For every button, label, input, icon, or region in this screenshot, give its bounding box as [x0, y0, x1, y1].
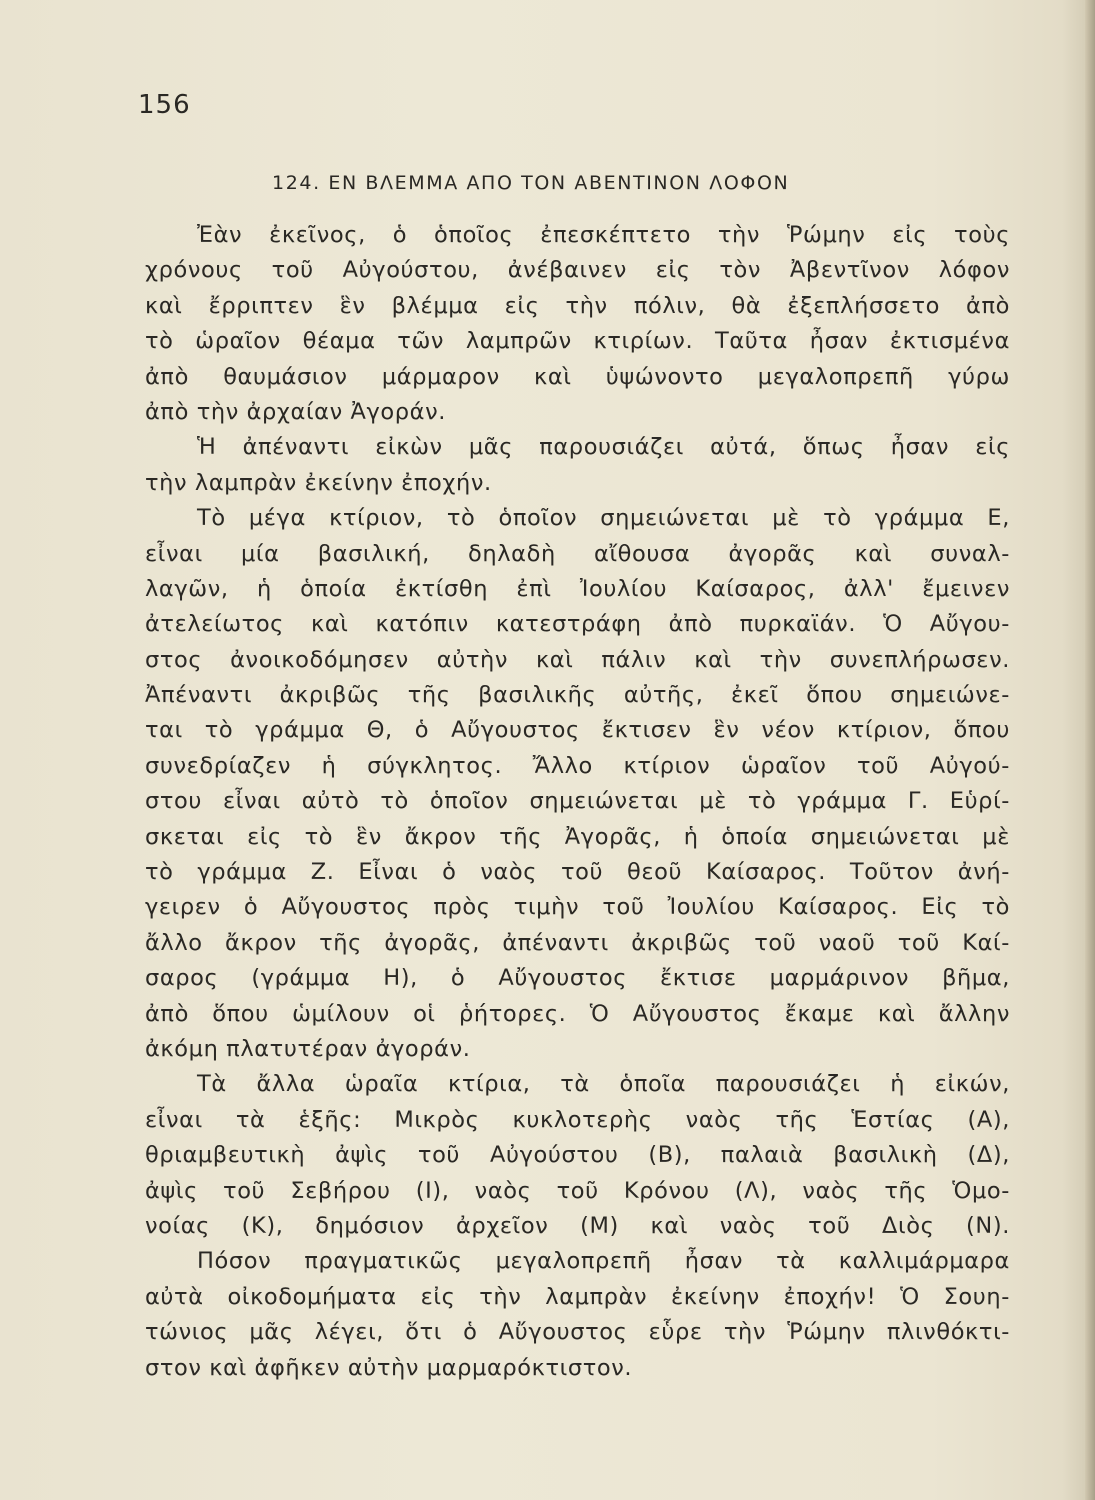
text-line: σκεται εἰς τὸ ἓν ἄκρον τῆς Ἀγορᾶς, ἡ ὁποία σημειώνεται μὲ	[145, 823, 1010, 850]
text-line: σαρος (γράμμα Η), ὁ Αὔγουστος ἔκτισε μαρμάρινον βῆμα,	[145, 965, 1010, 992]
text-line: χρόνους τοῦ Αὐγούστου, ἀνέβαινεν εἰς τὸν Ἀβεντῖνον λόφον	[145, 257, 1010, 284]
text-line: ἀψὶς τοῦ Σεβήρου (Ι), ναὸς τοῦ Κρόνου (Λ), ναὸς τῆς Ὁμο-	[145, 1177, 1010, 1204]
text-line: τώνιος μᾶς λέγει, ὅτι ὁ Αὔγουστος εὗρε τὴν Ῥώμην πλινθόκτι-	[145, 1319, 1010, 1346]
text-line: ἀκόμη πλατυτέραν ἀγοράν.	[145, 1035, 471, 1062]
text-line: ἀπὸ θαυμάσιον μάρμαρον καὶ ὑψώνοντο μεγαλοπρεπῆ γύρω	[145, 363, 1010, 390]
text-line: τὴν λαμπρὰν ἐκείνην ἐποχήν.	[145, 469, 492, 496]
text-line: Ἡ ἀπέναντι εἰκὼν μᾶς παρουσιάζει αὐτά, ὅπως ἦσαν εἰς	[197, 434, 1010, 461]
text-line: Ἀπέναντι ἀκριβῶς τῆς βασιλικῆς αὐτῆς, ἐκεῖ ὅπου σημειώνε-	[145, 682, 1010, 709]
chapter-title: 124. ΕΝ ΒΛΕΜΜΑ ΑΠΟ ΤΟΝ ΑΒΕΝΤΙΝΟΝ ΛΟΦΟΝ	[272, 172, 790, 194]
text-line: τὸ ὡραῖον θέαμα τῶν λαμπρῶν κτιρίων. Ταῦτα ἦσαν ἐκτισμένα	[145, 328, 1010, 355]
text-line: στον καὶ ἀφῆκεν αὐτὴν μαρμαρόκτιστον.	[145, 1354, 633, 1381]
text-line: ἄλλο ἄκρον τῆς ἀγορᾶς, ἀπέναντι ἀκριβῶς τοῦ ναοῦ τοῦ Καί-	[145, 929, 1010, 956]
text-line: ἀτελείωτος καὶ κατόπιν κατεστράφη ἀπὸ πυρκαϊάν. Ὁ Αὔγου-	[145, 611, 1010, 638]
text-line: γειρεν ὁ Αὔγουστος πρὸς τιμὴν τοῦ Ἰουλίου Καίσαρος. Εἰς τὸ	[145, 894, 1010, 921]
text-line: λαγῶν, ἡ ὁποία ἐκτίσθη ἐπὶ Ἰουλίου Καίσαρος, ἀλλ' ἔμεινεν	[145, 575, 1010, 602]
text-line: Πόσον πραγματικῶς μεγαλοπρεπῆ ἦσαν τὰ καλλιμάρμαρα	[197, 1248, 1010, 1275]
text-line: ἀπὸ τὴν ἀρχαίαν Ἀγοράν.	[145, 398, 447, 425]
page-edge-shadow	[1085, 0, 1095, 1500]
text-line: αὐτὰ οἰκοδομήματα εἰς τὴν λαμπρὰν ἐκείνην ἐποχήν! Ὁ Σουη-	[145, 1283, 1010, 1310]
text-line: στου εἶναι αὐτὸ τὸ ὁποῖον σημειώνεται μὲ τὸ γράμμα Γ. Εὑρί-	[145, 788, 1010, 815]
text-line: εἶναι τὰ ἑξῆς: Μικρὸς κυκλοτερὴς ναὸς τῆς Ἑστίας (Α),	[145, 1106, 1010, 1133]
text-line: θριαμβευτικὴ ἀψὶς τοῦ Αὐγούστου (Β), παλαιὰ βασιλικὴ (Δ),	[145, 1142, 1010, 1169]
text-line: Ἐὰν ἐκεῖνος, ὁ ὁποῖος ἐπεσκέπτετο τὴν Ῥώμην εἰς τοὺς	[197, 222, 1010, 248]
text-line: καὶ ἔρριπτεν ἓν βλέμμα εἰς τὴν πόλιν, θὰ ἐξεπλήσσετο ἀπὸ	[145, 292, 1010, 319]
text-line: Τὰ ἄλλα ὡραῖα κτίρια, τὰ ὁποῖα παρουσιάζει ἡ εἰκών,	[197, 1071, 1010, 1098]
page-number: 156	[138, 90, 191, 120]
text-line: Τὸ μέγα κτίριον, τὸ ὁποῖον σημειώνεται μὲ τὸ γράμμα Ε,	[197, 505, 1010, 532]
body-text	[145, 218, 1010, 1386]
text-line: ται τὸ γράμμα Θ, ὁ Αὔγουστος ἔκτισεν ἓν νέον κτίριον, ὅπου	[145, 717, 1010, 744]
text-line: τὸ γράμμα Ζ. Εἶναι ὁ ναὸς τοῦ θεοῦ Καίσαρος. Τοῦτον ἀνή-	[145, 859, 1010, 886]
text-line: συνεδρίαζεν ἡ σύγκλητος. Ἄλλο κτίριον ὡραῖον τοῦ Αὐγού-	[145, 752, 1010, 779]
text-line: νοίας (Κ), δημόσιον ἀρχεῖον (Μ) καὶ ναὸς τοῦ Διὸς (Ν).	[145, 1212, 1010, 1239]
text-line: εἶναι μία βασιλική, δηλαδὴ αἴθουσα ἀγορᾶς καὶ συναλ-	[145, 540, 1010, 567]
text-line: στος ἀνοικοδόμησεν αὐτὴν καὶ πάλιν καὶ τὴν συνεπλήρωσεν.	[145, 646, 1010, 673]
text-line: ἀπὸ ὅπου ὡμίλουν οἱ ῥήτορες. Ὁ Αὔγουστος ἔκαμε καὶ ἄλλην	[145, 1000, 1010, 1027]
